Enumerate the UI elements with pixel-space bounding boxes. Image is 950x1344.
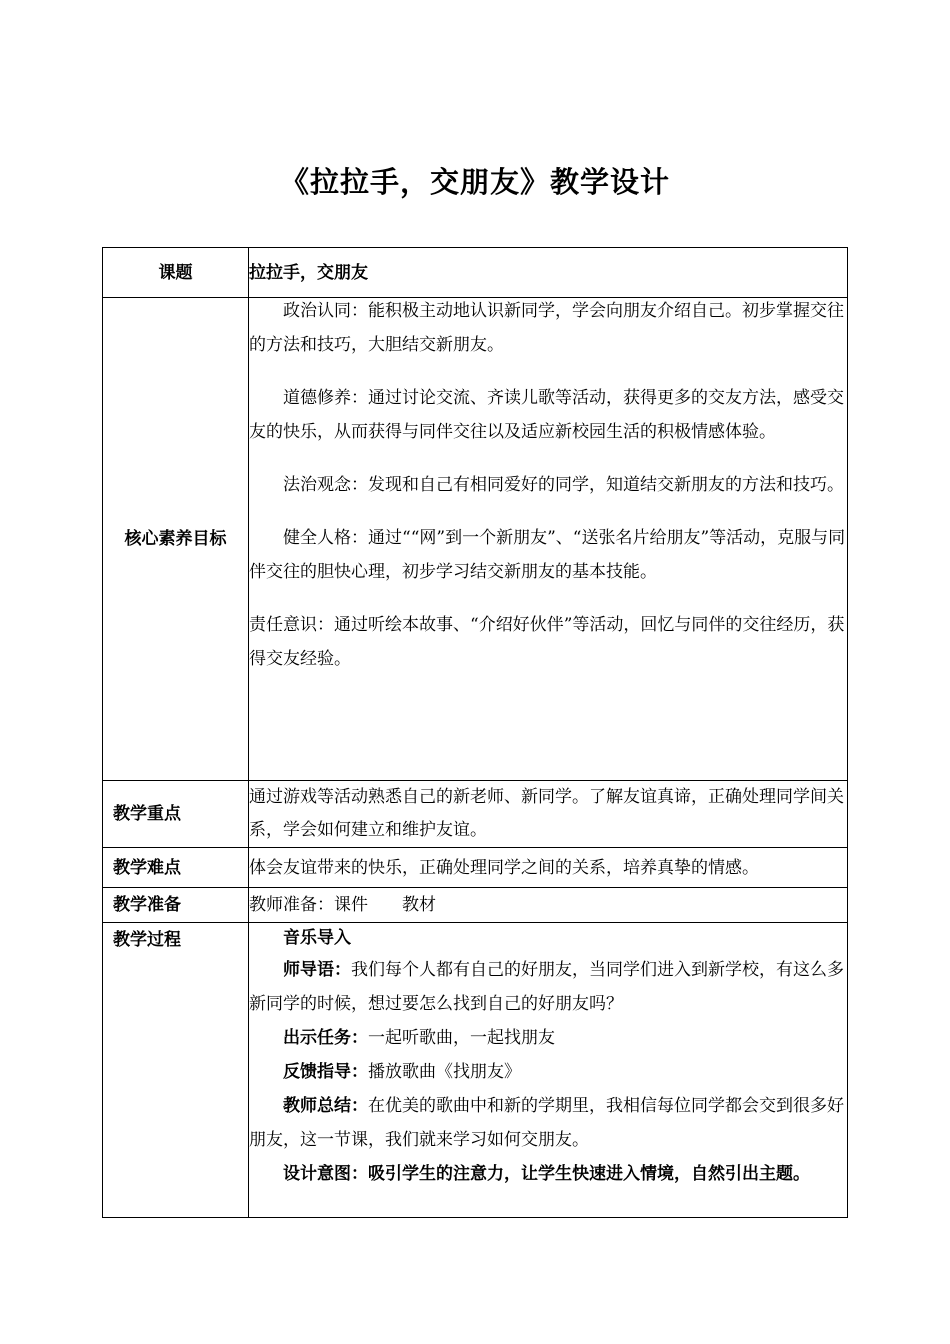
process-label: 教学过程 xyxy=(103,923,249,1218)
process-heading: 音乐导入 xyxy=(283,928,351,948)
process-step xyxy=(249,1089,847,1157)
process-step xyxy=(249,953,847,1021)
objectives-content xyxy=(249,298,848,781)
process-step-lead: 师导语： xyxy=(283,960,351,980)
topic-value xyxy=(249,248,848,298)
topic-label: 课题 xyxy=(103,248,249,298)
table-row-key-points xyxy=(103,781,848,848)
process-step xyxy=(249,1021,847,1055)
objective-moral: 道德修养：通过讨论交流、齐读儿歌等活动，获得更多的交友方法，感受交友的快乐，从而获得与同伴交往以及适应新校园生活的积极情感体验。 xyxy=(249,388,844,442)
topic-text: 拉拉手，交朋友 xyxy=(249,262,368,283)
lesson-plan-table xyxy=(102,247,848,1218)
table-row-objectives xyxy=(103,298,848,781)
process-step-text: 播放歌曲《找朋友》 xyxy=(368,1062,521,1082)
process-step-text: 一起听歌曲，一起找朋友 xyxy=(368,1028,555,1048)
process-content xyxy=(249,923,848,1218)
process-step xyxy=(249,1055,847,1089)
table-row-difficulties xyxy=(103,848,848,888)
key-points-value: 通过游戏等活动熟悉自己的新老师、新同学。了解友谊真谛，正确处理同学间关系，学会如何建立和维护友谊。 xyxy=(249,781,848,848)
table-row-process xyxy=(103,923,848,1218)
document-title: 《拉拉手，交朋友》教学设计 xyxy=(279,165,670,199)
process-step-lead: 反馈指导： xyxy=(283,1062,368,1082)
objectives-label: 核心素养目标 xyxy=(103,298,249,781)
process-step xyxy=(249,1157,847,1191)
process-step-text: 在优美的歌曲中和新的学期里，我相信每位同学都会交到很多好朋友，这一节课，我们就来学习如何交朋友。 xyxy=(249,1096,844,1150)
key-points-label: 教学重点 xyxy=(103,781,249,848)
preparation-value: 教师准备：课件 教材 xyxy=(249,888,848,923)
table-row-preparation xyxy=(103,888,848,923)
difficulties-label: 教学难点 xyxy=(103,848,249,888)
objective-law: 法治观念：发现和自己有相同爱好的同学，知道结交新朋友的方法和技巧。 xyxy=(283,475,844,495)
difficulties-value: 体会友谊带来的快乐，正确处理同学之间的关系，培养真挚的情感。 xyxy=(249,848,848,888)
objective-personality: 健全人格：通过““网”到一个新朋友”、“送张名片给朋友”等活动，克服与同伴交往的胆快心理，初步学习结交新朋友的基本技能。 xyxy=(249,528,846,582)
process-step-lead: 设计意图： xyxy=(283,1164,368,1184)
process-step-lead: 出示任务： xyxy=(283,1028,368,1048)
process-step-text: 吸引学生的注意力，让学生快速进入情境，自然引出主题。 xyxy=(368,1164,810,1184)
process-step-text: 我们每个人都有自己的好朋友，当同学们进入到新学校，有这么多新同学的时候，想过要怎么找到自己的好朋友吗？ xyxy=(249,960,844,1014)
preparation-label: 教学准备 xyxy=(103,888,249,923)
process-step-lead: 教师总结： xyxy=(283,1096,368,1116)
objective-responsibility: 责任意识：通过听绘本故事、“介绍好伙伴”等活动，回忆与同伴的交往经历，获得交友经验。 xyxy=(249,615,845,669)
table-row-topic xyxy=(103,248,848,298)
objective-political: 政治认同：能积极主动地认识新同学，学会向朋友介绍自己。初步掌握交往的方法和技巧，大胆结交新朋友。 xyxy=(249,301,844,355)
